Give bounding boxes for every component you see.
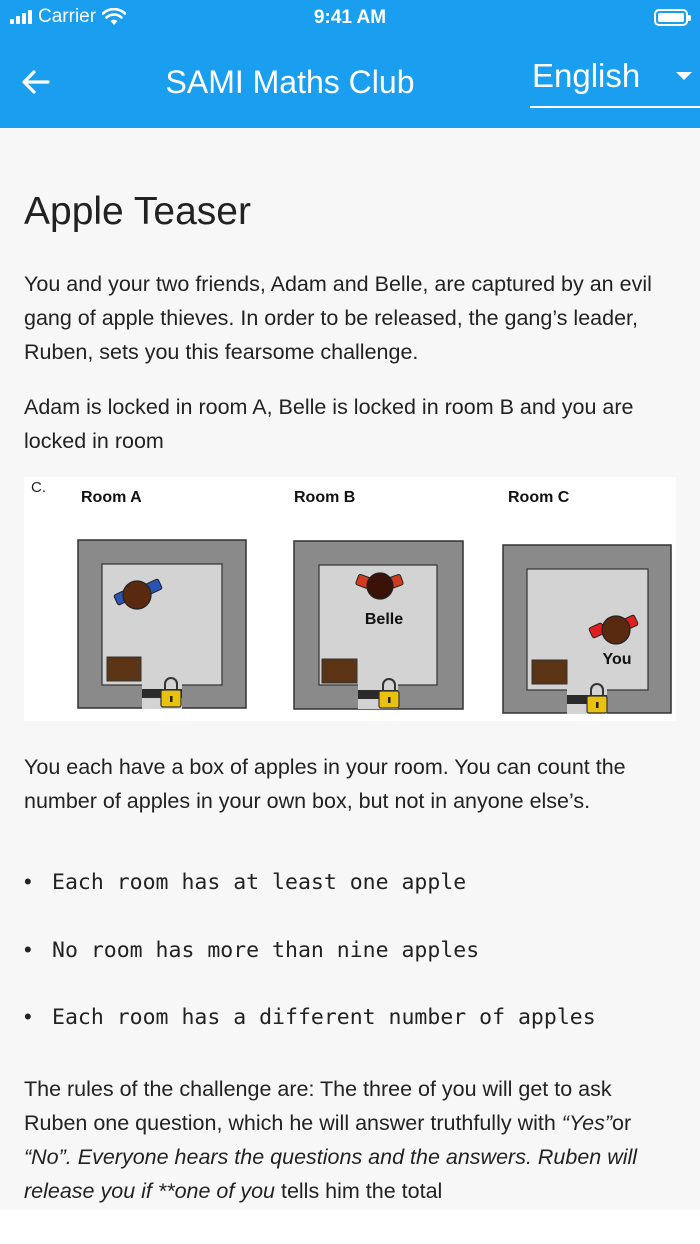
article-title: Apple Teaser <box>24 190 251 233</box>
arrow-left-icon <box>21 69 51 95</box>
rules-italic-text: “No”. Everyone hears the questions and the answers. Ruben will release you if **one of you <box>24 1145 638 1203</box>
language-selected: English <box>532 57 641 94</box>
list-item-text: Each room has at least one apple <box>52 869 467 895</box>
rooms-paragraph: Adam is locked in room A, Belle is locked in room B and you are locked in room <box>24 395 634 453</box>
app-bar <box>0 36 700 128</box>
battery-icon <box>654 9 688 26</box>
room-a-label: Room A <box>81 489 142 506</box>
list-item-text: Each room has a different number of apples <box>52 1004 596 1030</box>
bottom-safe-area <box>0 1210 700 1244</box>
rules-or-text: or <box>611 1111 632 1135</box>
status-time: 9:41 AM <box>313 7 387 28</box>
room-c <box>503 545 671 714</box>
caret-down-icon <box>676 72 692 80</box>
status-bar <box>0 0 700 36</box>
rules-paragraph <box>24 1072 676 1208</box>
room-b <box>294 541 463 709</box>
rules-tail-text: tells him the total <box>275 1179 443 1203</box>
you-label: You <box>602 651 632 668</box>
room-a <box>78 540 246 709</box>
figure-letter: C. <box>31 479 46 496</box>
language-select[interactable] <box>530 52 700 108</box>
apple-box-paragraph: You each have a box of apples in your room. You can count the number of apples in your own box, but not in anyone else’s. <box>24 755 626 813</box>
back-button[interactable] <box>14 60 58 104</box>
room-b-label: Room B <box>294 489 356 506</box>
rooms-illustration <box>24 477 676 721</box>
bullet-icon: • <box>24 869 32 894</box>
bullet-icon: • <box>24 937 32 962</box>
belle-label: Belle <box>364 611 404 628</box>
rules-text: The rules of the challenge are: The three of you will get to ask Ruben one question, which he will answer truthfully with <box>24 1077 612 1135</box>
page-title: SAMI Maths Club <box>165 64 415 100</box>
article-content <box>0 128 700 1210</box>
list-item <box>24 1004 596 1030</box>
room-c-label: Room C <box>508 489 570 506</box>
list-item <box>24 937 479 963</box>
intro-paragraph: You and your two friends, Adam and Belle, are captured by an evil gang of apple thieves. In order to be released, the gang’s leader, Ruben, sets you this fearsome challenge. <box>24 272 652 364</box>
bullet-icon: • <box>24 1004 32 1029</box>
rules-yes-text: “Yes” <box>561 1111 612 1135</box>
list-item-text: No room has more than nine apples <box>52 937 480 963</box>
carrier-label: Carrier <box>38 6 97 27</box>
rooms-figure <box>24 477 676 721</box>
list-item <box>24 869 466 895</box>
